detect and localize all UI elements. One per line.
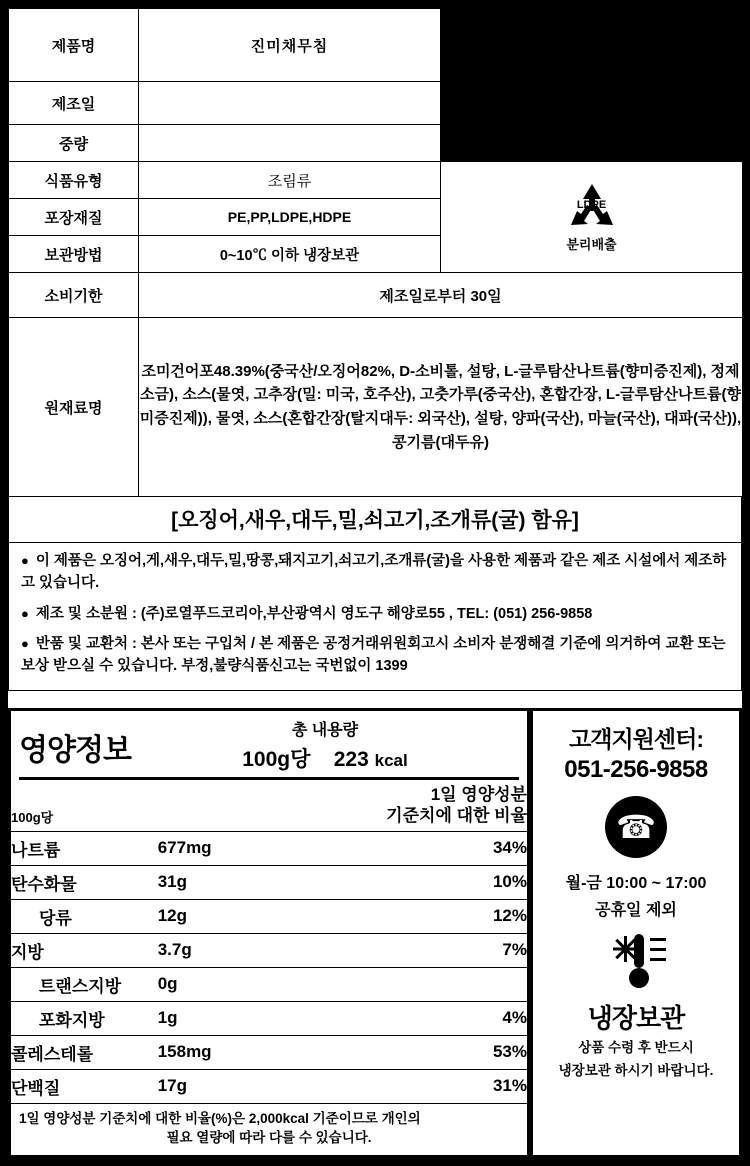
nutrient-percent xyxy=(355,967,527,1001)
storage-value: 0~10℃ 이하 냉장보관 xyxy=(139,236,441,273)
storage-label: 보관방법 xyxy=(9,236,139,273)
calories-unit: kcal xyxy=(374,751,408,770)
recycle-icon xyxy=(563,181,621,233)
bottom-section xyxy=(8,708,742,1158)
expiry-label: 소비기한 xyxy=(9,273,139,318)
bullet-icon: ● xyxy=(21,605,29,621)
table-row xyxy=(11,933,527,967)
table-row-header xyxy=(11,780,527,831)
expiry-value: 제조일로부터 30일 xyxy=(139,273,743,318)
notice-text-3: 반품 및 교환처 : 본사 또는 구입처 / 본 제품은 공정거래위원회고시 소비자 분쟁해결 기준에 의거하여 교환 또는 보상 받으실 수 있습니다. 부정,불량식품신고는 국번없이 1399 xyxy=(21,636,726,674)
column-header-dv-line2: 기준치에 대한 비율 xyxy=(386,806,527,826)
nutrition-footnote xyxy=(11,1104,527,1148)
table-row-expiry xyxy=(9,273,743,318)
column-header-spacer xyxy=(158,780,355,831)
brand-logo xyxy=(441,9,743,82)
product-info-table xyxy=(8,8,743,497)
support-hours-line2: 공휴일 제외 xyxy=(595,902,677,919)
ingredients-value: 조미건어포48.39%(중국산/오징어82%, D-소비톨, 설탕, L-글루탐산나트륨(향미증진제), 정제소금), 소스(물엿, 고추장(밀: 미국, 호주산), 고춧가루(중국산), 혼합간장, L-글루탐산나트륨(향미증진제)), 물엿, 소스(혼합간장(탈지대두: 외국산), 설탕, 양파(국산), 마늘(국산), 대파(국산)), 콩기름(대두유) xyxy=(139,318,743,497)
table-row xyxy=(11,967,527,1001)
phone-icon xyxy=(605,796,667,858)
nutrient-percent: 4% xyxy=(355,1001,527,1035)
nutrient-name: 단백질 xyxy=(11,1069,158,1103)
column-header-dv-line1: 1일 영양성분 xyxy=(430,785,527,804)
nutrition-facts-panel xyxy=(10,710,528,1156)
nutrient-value: 31g xyxy=(158,865,355,899)
cold-storage-title: 냉장보관 xyxy=(587,1003,685,1033)
support-hours-line1: 월-금 10:00 ~ 17:00 xyxy=(565,875,707,892)
nutrient-value: 12g xyxy=(158,899,355,933)
table-row xyxy=(11,831,527,865)
report-number-value: 20160130135-36 xyxy=(441,125,743,162)
nutrient-percent: 10% xyxy=(355,865,527,899)
cold-storage-note-1: 상품 수령 후 반드시 xyxy=(578,1040,694,1055)
column-header-serving: 100g당 xyxy=(11,780,158,831)
support-phone-number[interactable]: 051-256-9858 xyxy=(564,756,708,783)
nutrient-value: 0g xyxy=(158,967,355,1001)
food-type-value: 조림류 xyxy=(139,162,441,199)
total-content-label: 총 내용량 xyxy=(291,722,359,739)
footnote-line-1: 1일 영양성분 기준치에 대한 비율(%)은 2,000kcal 기준이므로 개인의 xyxy=(19,1110,421,1126)
nutrient-name: 탄수화물 xyxy=(11,865,158,899)
report-number-label: 품목보고번호 xyxy=(441,82,743,125)
nutrient-percent: 31% xyxy=(355,1069,527,1103)
weight-label: 중량 xyxy=(9,125,139,162)
food-type-label: 식품유형 xyxy=(9,162,139,199)
bullet-icon: ● xyxy=(21,636,29,652)
nutrient-name: 지방 xyxy=(11,933,158,967)
ingredients-label: 원재료명 xyxy=(9,318,139,497)
allergy-statement: [오징어,새우,대두,밀,쇠고기,조개류(굴) 함유] xyxy=(8,497,742,543)
notice-text-2: 제조 및 소분원 : (주)로열푸드코리아,부산광역시 영도구 해양로55 , TEL: (051) 256-9858 xyxy=(35,605,593,622)
table-row xyxy=(11,1001,527,1035)
table-row-ingredients xyxy=(9,318,743,497)
table-row-manufacture-date xyxy=(9,82,743,125)
nutrient-name: 당류 xyxy=(11,899,158,933)
footnote-line-2: 필요 열량에 따라 다를 수 있습니다. xyxy=(166,1130,372,1146)
nutrition-header xyxy=(11,711,527,773)
phone-glyph: ☎ xyxy=(616,809,656,845)
table-row xyxy=(11,1035,527,1069)
nutrition-total-block xyxy=(131,717,519,773)
package-material-value: PE,PP,LDPE,HDPE xyxy=(139,199,441,236)
table-row-food-type xyxy=(9,162,743,199)
thermometer-icon xyxy=(533,930,739,994)
support-title: 고객지원센터: xyxy=(569,726,703,752)
nutrient-value: 17g xyxy=(158,1069,355,1103)
list-item xyxy=(21,604,729,626)
table-row xyxy=(11,1069,527,1103)
nutrient-value: 677mg xyxy=(158,831,355,865)
weight-value xyxy=(139,125,441,162)
nutrient-name: 포화지방 xyxy=(11,1001,158,1035)
list-item xyxy=(21,551,729,595)
product-name-value: 진미채무침 xyxy=(139,9,441,82)
recycle-mark-cell xyxy=(441,162,743,273)
notice-text-1: 이 제품은 오징어,게,새우,대두,밀,땅콩,돼지고기,쇠고기,조개류(굴)을 사용한 제품과 같은 제조 시설에서 제조하고 있습니다. xyxy=(21,553,727,591)
nutrient-percent: 53% xyxy=(355,1035,527,1069)
nutrient-name: 콜레스테롤 xyxy=(11,1035,158,1069)
nutrient-value: 3.7g xyxy=(158,933,355,967)
customer-support-panel xyxy=(532,710,740,1156)
nutrition-title: 영양정보 xyxy=(19,734,131,767)
nutrient-percent: 7% xyxy=(355,933,527,967)
table-row-weight xyxy=(9,125,743,162)
manufacture-date-value xyxy=(139,82,441,125)
total-content-value xyxy=(131,743,519,773)
nutrient-value: 158mg xyxy=(158,1035,355,1069)
brand-chan-text: CHAN xyxy=(586,28,669,61)
nutrition-table xyxy=(11,780,527,1104)
product-name-label: 제품명 xyxy=(9,9,139,82)
cold-storage-note-2: 냉장보관 하시기 바랍니다. xyxy=(558,1062,714,1078)
brand-omy-text: oh my xyxy=(514,33,582,59)
bullet-icon: ● xyxy=(21,553,29,568)
table-row-product-name xyxy=(9,9,743,82)
calories-value: 223 xyxy=(333,748,369,771)
nutrient-name: 나트륨 xyxy=(11,831,158,865)
table-row xyxy=(11,865,527,899)
recycle-code-text: LDPE xyxy=(576,199,607,211)
table-row xyxy=(11,899,527,933)
nutrient-percent: 34% xyxy=(355,831,527,865)
nutrient-value: 1g xyxy=(158,1001,355,1035)
notices-block xyxy=(8,543,742,691)
list-item xyxy=(21,634,729,678)
column-header-dv xyxy=(355,780,527,831)
manufacture-date-label: 제조일 xyxy=(9,82,139,125)
recycle-caption: 분리배출 xyxy=(566,237,617,252)
package-material-label: 포장재질 xyxy=(9,199,139,236)
nutrient-name: 트랜스지방 xyxy=(11,967,158,1001)
serving-basis-text: 100g당 xyxy=(242,748,311,771)
nutrient-percent: 12% xyxy=(355,899,527,933)
